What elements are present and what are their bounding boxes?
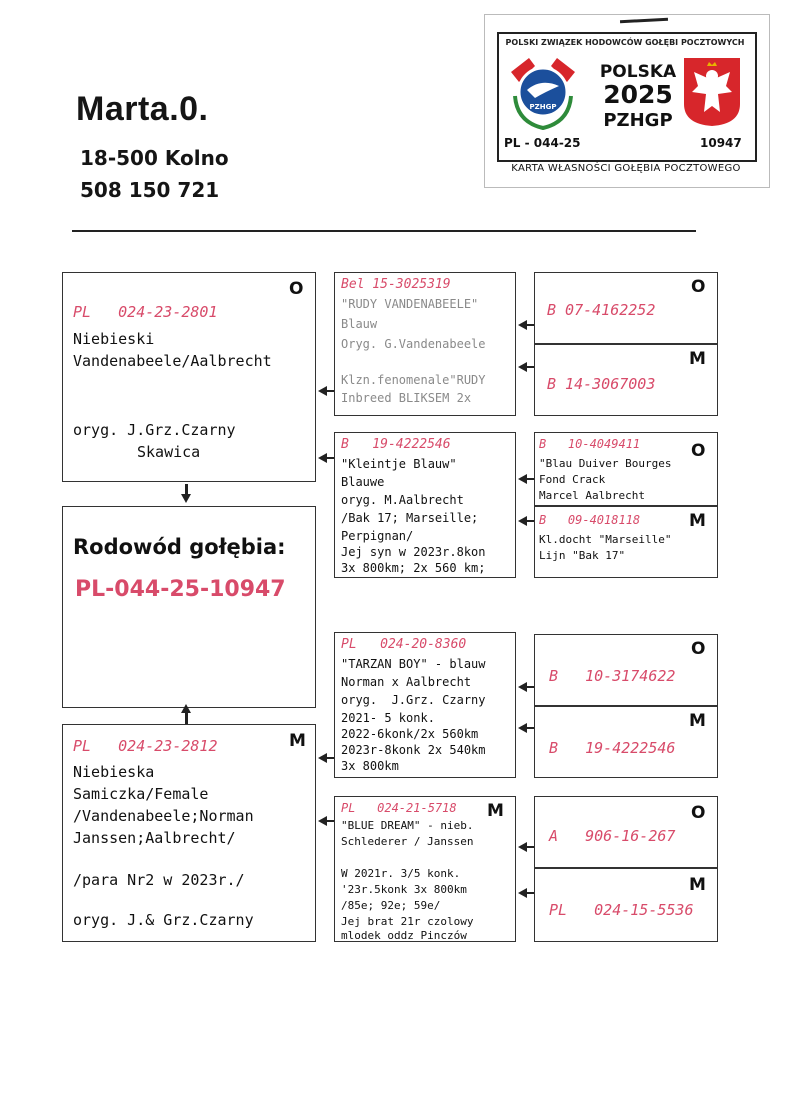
fmf-name: "Blau Duiver Bourges — [539, 457, 672, 470]
up-arrow-icon — [181, 704, 191, 713]
owner-name: Marta.0. — [76, 90, 209, 128]
fmf-note: Fond Crack — [539, 473, 606, 486]
mm-ring: PL 024-21-5718 — [341, 801, 457, 815]
mm-connector — [326, 820, 334, 822]
pedigree-heading: Rodowód gołębia: — [73, 535, 286, 559]
mother-ring: PL 024-23-2812 — [73, 737, 218, 755]
mm-lineage: Schlederer / Janssen — [341, 835, 474, 848]
mfm-sex-label: M — [689, 711, 706, 731]
left-arrow-icon — [518, 682, 527, 692]
fmm-note: Kl.docht "Marseille" — [539, 533, 672, 546]
left-arrow-icon — [318, 453, 327, 463]
card-org-short: PZHGP — [603, 110, 673, 131]
mm-note: W 2021r. 3/5 konk. — [341, 867, 461, 880]
fmm-sex-label: M — [689, 511, 706, 531]
left-arrow-icon — [518, 723, 527, 733]
fmf-sex-label: O — [691, 441, 706, 461]
fm-lineage: /Bak 17; Marseille; — [341, 511, 479, 525]
card-caption: KARTA WŁASNOŚCI GOŁĘBIA POCZTOWEGO — [511, 163, 741, 174]
left-arrow-icon — [518, 888, 527, 898]
mm-parents-connector — [526, 846, 534, 848]
mf-origin: oryg. J.Grz. Czarny — [341, 693, 486, 707]
ff-color: Blauw — [341, 317, 378, 331]
ff-parents-connector-2 — [526, 366, 534, 368]
card-ring-prefix: PL - 044-25 — [504, 136, 581, 150]
mf-lineage: Norman x Aalbrecht — [341, 675, 472, 689]
father-origin: oryg. J.Grz.Czarny — [73, 421, 236, 439]
logo-text: PZHGP — [529, 103, 557, 111]
mf-parents-connector-2 — [526, 727, 534, 729]
down-arrow-icon — [181, 494, 191, 503]
subject-ring: PL-044-25-10947 — [75, 577, 286, 602]
mmf-sex-label: O — [691, 803, 706, 823]
mff-box — [534, 634, 718, 706]
fmf-breeder: Marcel Aalbrecht — [539, 489, 645, 502]
father-box — [62, 272, 316, 482]
mother-note: /para Nr2 w 2023r./ — [73, 871, 245, 889]
left-arrow-icon — [518, 362, 527, 372]
mother-lineage: /Vandenabeele;Norman — [73, 807, 254, 825]
pzhgp-logo-icon — [505, 52, 581, 132]
mother-sex-text: Samiczka/Female — [73, 785, 209, 803]
fmm-box — [534, 506, 718, 578]
ffm-ring: B 14-3067003 — [547, 375, 656, 393]
fmf-box — [534, 432, 718, 506]
left-arrow-icon — [518, 320, 527, 330]
mf-note-2: 2022-6konk/2x 560km — [341, 727, 479, 741]
fff-sex-label: O — [691, 277, 706, 297]
fm-name: "Kleintje Blauw" — [341, 457, 457, 471]
mother-arrow-line — [185, 712, 188, 724]
mm-name: "BLUE DREAM" - nieb. — [341, 819, 474, 832]
mff-ring: B 10-3174622 — [549, 667, 676, 685]
fmf-ring: B 10-4049411 — [539, 437, 641, 451]
mmf-box — [534, 796, 718, 868]
fm-note: Jej syn w 2023r.8kon — [341, 545, 486, 559]
mother-lineage-2: Janssen;Aalbrecht/ — [73, 829, 236, 847]
mfm-box — [534, 706, 718, 778]
ff-box — [334, 272, 516, 416]
fm-connector — [326, 457, 334, 459]
fm-parents-connector-2 — [526, 520, 534, 522]
ff-ring: Bel 15-3025319 — [341, 277, 451, 292]
mf-name: "TARZAN BOY" - blauw — [341, 657, 486, 671]
father-ring: PL 024-23-2801 — [73, 303, 218, 321]
ff-connector — [326, 390, 334, 392]
mf-note: 2021- 5 konk. — [341, 711, 435, 725]
owner-phone: 508 150 721 — [80, 178, 220, 202]
mm-note-2: '23r.5konk 3x 800km — [341, 883, 467, 896]
subject-box — [62, 506, 316, 708]
owner-address: 18-500 Kolno — [80, 146, 229, 170]
mm-note-5: mlodek oddz Pinczów — [341, 929, 467, 942]
fm-ring: B 19-4222546 — [341, 437, 451, 452]
mm-parents-connector-2 — [526, 892, 534, 894]
mf-note-3: 2023r-8konk 2x 540km — [341, 743, 486, 757]
left-arrow-icon — [518, 842, 527, 852]
left-arrow-icon — [518, 516, 527, 526]
card-country: POLSKA — [599, 62, 677, 82]
mff-sex-label: O — [691, 639, 706, 659]
fmm-lineage: Lijn "Bak 17" — [539, 549, 626, 562]
header-divider — [72, 230, 696, 232]
fm-lineage-2: Perpignan/ — [341, 529, 414, 543]
left-arrow-icon — [318, 386, 327, 396]
mother-color: Niebieska — [73, 763, 155, 781]
left-arrow-icon — [318, 816, 327, 826]
father-lineage: Vandenabeele/Aalbrecht — [73, 352, 272, 370]
mmm-ring: PL 024-15-5536 — [549, 901, 694, 919]
mf-note-4: 3x 800km — [341, 759, 399, 773]
fm-color: Blauwe — [341, 475, 385, 489]
mf-parents-connector — [526, 686, 534, 688]
ff-parents-connector — [526, 324, 534, 326]
ff-note: Klzn.fenomenale"RUDY — [341, 373, 486, 387]
mother-origin: oryg. J.& Grz.Czarny — [73, 911, 254, 929]
left-arrow-icon — [318, 753, 327, 763]
mf-box — [334, 632, 516, 778]
fff-box — [534, 272, 718, 344]
mmf-ring: A 906-16-267 — [549, 827, 676, 845]
father-sex-label: O — [289, 279, 304, 299]
polish-eagle-emblem-icon — [682, 56, 742, 128]
fmm-ring: B 09-4018118 — [539, 513, 641, 527]
ff-origin: Oryg. G.Vandenabeele — [341, 337, 486, 351]
fm-origin: oryg. M.Aalbrecht — [341, 493, 464, 507]
ffm-box — [534, 344, 718, 416]
mm-box — [334, 796, 516, 942]
fm-note-2: 3x 800km; 2x 560 km; — [341, 561, 486, 575]
mm-note-4: Jej brat 21r czolowy — [341, 915, 474, 928]
left-arrow-icon — [518, 474, 527, 484]
mfm-ring: B 19-4222546 — [549, 739, 676, 757]
mmm-sex-label: M — [689, 875, 706, 895]
card-year: 2025 — [603, 80, 673, 109]
mm-sex-label: M — [487, 801, 504, 821]
fm-parents-connector — [526, 478, 534, 480]
mmm-box — [534, 868, 718, 942]
father-location: Skawica — [137, 443, 201, 461]
mother-box — [62, 724, 316, 942]
ff-name: "RUDY VANDENABEELE" — [341, 297, 479, 311]
mm-note-3: /85e; 92e; 59e/ — [341, 899, 441, 912]
father-color: Niebieski — [73, 330, 155, 348]
mother-sex-label: M — [289, 731, 306, 751]
fff-ring: B 07-4162252 — [547, 301, 656, 319]
ff-note-2: Inbreed BLIKSEM 2x — [341, 391, 472, 405]
mf-ring: PL 024-20-8360 — [341, 637, 467, 652]
card-organization: POLSKI ZWIĄZEK HODOWCÓW GOŁĘBI POCZTOWYCH — [505, 38, 745, 47]
card-ring-serial: 10947 — [700, 136, 742, 150]
ffm-sex-label: M — [689, 349, 706, 369]
fm-box — [334, 432, 516, 578]
mf-connector — [326, 757, 334, 759]
